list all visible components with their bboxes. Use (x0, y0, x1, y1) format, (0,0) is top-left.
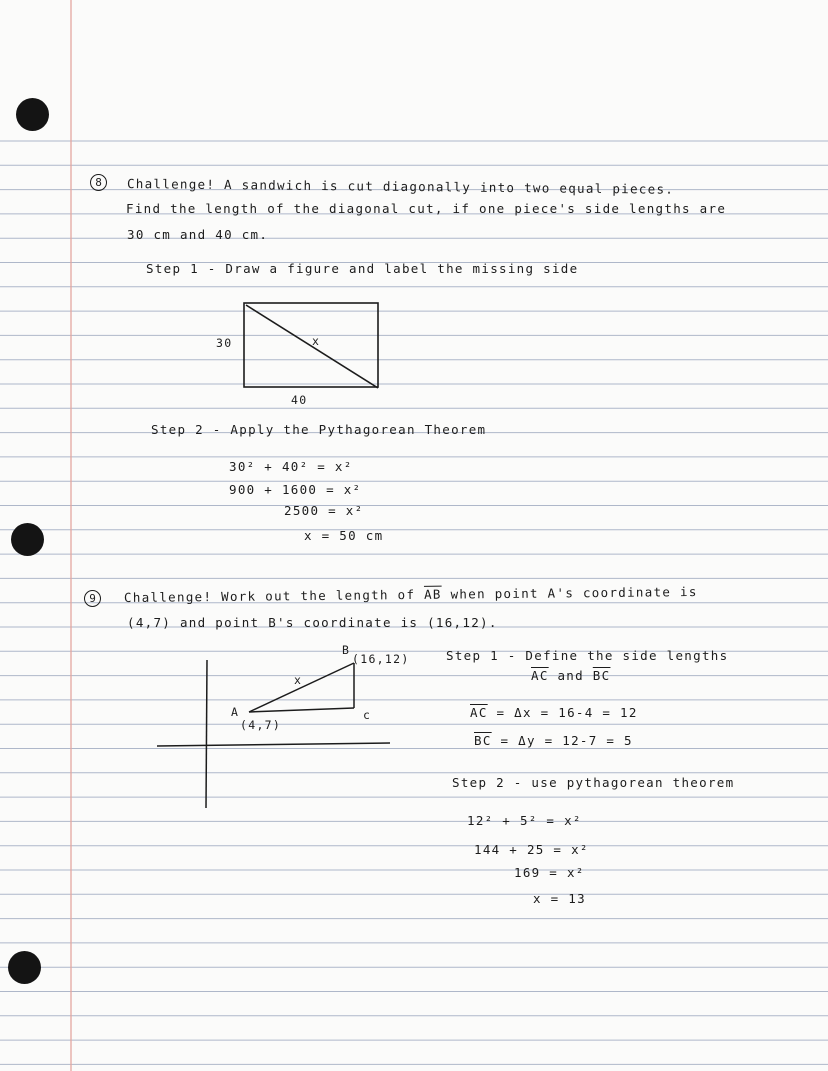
figure-bottom-label: 40 (291, 393, 308, 407)
graph-coord-b: (16,12) (352, 652, 410, 666)
problem-9-line-1: Challenge! Work out the length of $\overline{AB}$ when point A's coordinate is (123, 583, 698, 605)
graph-label-a: A (231, 705, 240, 719)
graph-label-c: c (363, 708, 372, 722)
problem-8-equation-3: 2500 = x² (284, 503, 364, 518)
problem-9-equation-4: x = 13 (533, 891, 586, 906)
figure-side-label: 30 (216, 336, 233, 350)
x-axis (157, 743, 390, 746)
problem-9-step-2: Step 2 - use pythagorean theorem (452, 775, 735, 790)
rectangle-figure (244, 303, 378, 388)
problem-8-line-1: Challenge! A sandwich is cut diagonally into two equal pieces. (126, 176, 675, 197)
problem-9-ac-equation: $\overline{AC} = \Delta x = 16-4 = 12$ (470, 705, 638, 720)
binder-hole-bottom (8, 951, 41, 984)
problem-9-number: 9 (84, 590, 101, 607)
binder-hole-middle (11, 523, 44, 556)
graph-label-b: B (342, 643, 351, 657)
coordinate-graph (157, 660, 390, 808)
problem-8-equation-4: x = 50 cm (304, 528, 384, 543)
problem-9-bc-equation: $\overline{BC} = \Delta y = 12-7 = 5$ (474, 733, 633, 748)
problem-9-equation-3: 169 = x² (514, 865, 585, 880)
problem-8-line-2: Find the length of the diagonal cut, if one piece's side lengths are (126, 201, 727, 216)
problem-8-line-3: 30 cm and 40 cm. (127, 227, 269, 242)
y-axis (206, 660, 207, 808)
problem-8-step-1: Step 1 - Draw a figure and label the missing side (146, 261, 579, 276)
graph-coord-a: (4,7) (240, 718, 282, 732)
graph-label-x: x (294, 673, 303, 687)
problem-8-equation-1: 30² + 40² = x² (229, 459, 353, 474)
binder-hole-top (16, 98, 49, 131)
problem-9-equation-1: 12² + 5² = x² (467, 813, 582, 828)
problem-9-step-1: Step 1 - Define the side lengths (446, 648, 729, 663)
problem-8-step-2: Step 2 - Apply the Pythagorean Theorem (151, 422, 487, 437)
problem-8-number: 8 (90, 174, 107, 191)
figure-diagonal-label: x (312, 334, 321, 348)
problem-9-step-1-sides: $\overline{AC}$ and $\overline{BC}$ (531, 668, 611, 683)
problem-9-line-2: (4,7) and point B's coordinate is (16,12). (127, 615, 498, 630)
problem-8-equation-2: 900 + 1600 = x² (229, 482, 362, 497)
problem-9-equation-2: 144 + 25 = x² (474, 842, 589, 857)
leg-ac (249, 708, 354, 712)
hypotenuse-ab (249, 663, 354, 712)
